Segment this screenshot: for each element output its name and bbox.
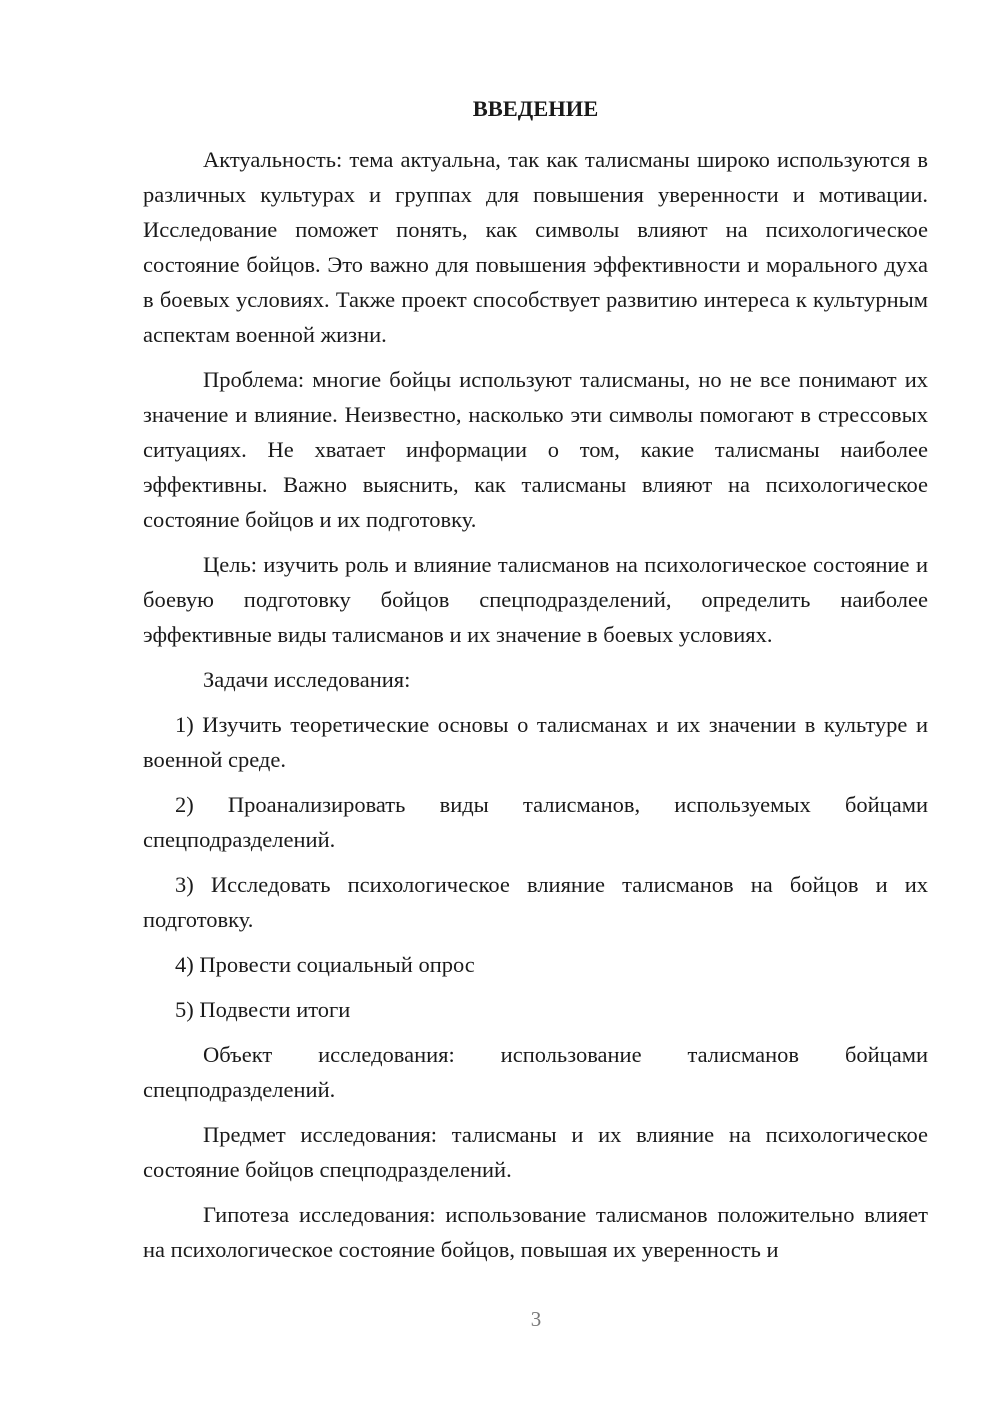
task-item-4: 4) Провести социальный опрос [175, 952, 475, 977]
task-item-2: 2) Проанализировать виды талисманов, используемых бойцами спецподразделений. [143, 792, 928, 852]
goal-paragraph: Цель: изучить роль и влияние талисманов на психологическое состояние и боевую подготовку бойцов спецподразделений, определить наиболее эффективные виды талисманов и их значение в боевых условиях. [143, 552, 928, 647]
hypothesis-paragraph: Гипотеза исследования: использование талисманов положительно влияет на психологическое состояние бойцов, повышая их уверенность и [143, 1202, 928, 1262]
page-number: 3 [530, 1307, 542, 1331]
page-title: ВВЕДЕНИЕ [472, 96, 599, 121]
page-content [143, 94, 928, 1277]
relevance-paragraph: Актуальность: тема актуальна, так как талисманы широко используются в различных культурах и группах для повышения уверенности и мотивации. Исследование поможет понять, как символы влияют на психологическое состояние бойцов. Это важно для повышения эффективности и морального духа в боевых условиях. Также проект способствует развитию интереса к культурным аспектам военной жизни. [143, 147, 928, 347]
problem-paragraph: Проблема: многие бойцы используют талисманы, но не все понимают их значение и влияние. Неизвестно, насколько эти символы помогают в стрессовых ситуациях. Не хватает информации о том, какие талисманы наиболее эффективны. Важно выяснить, как талисманы влияют на психологическое состояние бойцов и их подготовку. [143, 367, 928, 532]
task-item-1: 1) Изучить теоретические основы о талисманах и их значении в культуре и военной среде. [143, 712, 928, 772]
tasks-heading: Задачи исследования: [203, 667, 411, 692]
object-paragraph: Объект исследования: использование талисманов бойцами спецподразделений. [143, 1042, 928, 1102]
subject-paragraph: Предмет исследования: талисманы и их влияние на психологическое состояние бойцов спецподразделений. [143, 1122, 928, 1182]
task-item-5: 5) Подвести итоги [175, 997, 351, 1022]
task-item-3: 3) Исследовать психологическое влияние талисманов на бойцов и их подготовку. [143, 872, 928, 932]
